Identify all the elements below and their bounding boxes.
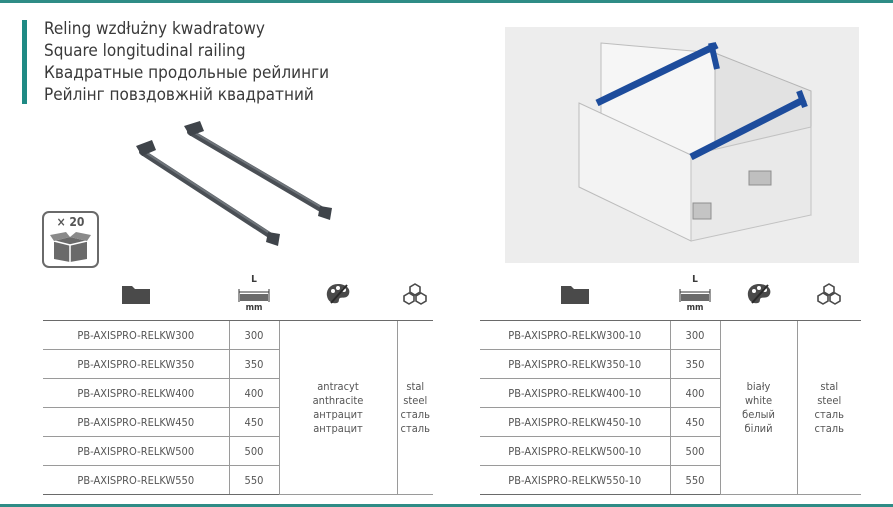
header-code: [480, 268, 670, 321]
length-unit: mm: [686, 303, 704, 313]
table-row: [43, 321, 433, 350]
color-en: white: [744, 393, 773, 407]
title-ukrainian: Рейлінг повздовжній квадратний: [44, 85, 314, 105]
color-cell: [720, 321, 797, 495]
color-en: anthracite: [312, 393, 364, 407]
header-color: [279, 268, 397, 321]
product-length: 450: [670, 408, 720, 437]
box-icon: [50, 231, 91, 263]
product-code: PB-AXISPRO-RELKW550-10: [480, 466, 670, 495]
header-code: [43, 268, 229, 321]
product-code: PB-AXISPRO-RELKW300: [43, 321, 229, 350]
palette-icon: [746, 282, 772, 306]
title-accent-bar: [22, 20, 27, 104]
material-ua: сталь: [814, 421, 844, 435]
product-length: 350: [670, 350, 720, 379]
color-cell: [279, 321, 397, 495]
cubes-icon: [402, 282, 428, 306]
product-code: PB-AXISPRO-RELKW450: [43, 408, 229, 437]
drawer-photo: [505, 27, 859, 263]
top-accent-line: [0, 0, 893, 3]
material-en: steel: [403, 393, 428, 407]
material-en: steel: [817, 393, 842, 407]
spec-table-white: [480, 268, 861, 495]
title-russian: Квадратные продольные рейлинги: [44, 63, 330, 83]
product-code: PB-AXISPRO-RELKW550: [43, 466, 229, 495]
length-letter: L: [692, 274, 698, 285]
product-code: PB-AXISPRO-RELKW400-10: [480, 379, 670, 408]
product-length: 300: [670, 321, 720, 350]
palette-icon: [325, 282, 351, 306]
product-length: 550: [229, 466, 279, 495]
product-code: PB-AXISPRO-RELKW350: [43, 350, 229, 379]
product-length: 500: [229, 437, 279, 466]
product-length: 550: [670, 466, 720, 495]
color-pl: biały: [746, 379, 771, 393]
length-icon: [238, 289, 270, 303]
folder-icon: [560, 283, 590, 305]
title-english: Square longitudinal railing: [44, 41, 246, 61]
header-length: [670, 268, 720, 321]
spec-table-anthracite: [43, 268, 433, 495]
color-pl: antracyt: [317, 379, 359, 393]
material-cell: [797, 321, 861, 495]
table-header-row: [480, 268, 861, 321]
header-material: [397, 268, 433, 321]
color-ua: антрацит: [313, 421, 363, 435]
material-pl: stal: [406, 379, 425, 393]
product-code: PB-AXISPRO-RELKW500-10: [480, 437, 670, 466]
cubes-icon: [816, 282, 842, 306]
length-letter: L: [251, 274, 257, 285]
material-ua: сталь: [400, 421, 430, 435]
product-code: PB-AXISPRO-RELKW400: [43, 379, 229, 408]
title-polish: Reling wzdłużny kwadratowy: [44, 19, 265, 39]
header-length: [229, 268, 279, 321]
package-quantity-badge: [42, 211, 99, 268]
material-pl: stal: [820, 379, 839, 393]
folder-icon: [121, 283, 151, 305]
header-color: [720, 268, 797, 321]
material-cell: [397, 321, 433, 495]
header-material: [797, 268, 861, 321]
product-length: 350: [229, 350, 279, 379]
color-ua: білий: [744, 421, 773, 435]
package-quantity: × 20: [56, 215, 85, 229]
length-unit: mm: [245, 303, 263, 313]
product-title-block: [44, 18, 329, 106]
table-header-row: [43, 268, 433, 321]
color-ru: белый: [742, 407, 775, 421]
product-code: PB-AXISPRO-RELKW300-10: [480, 321, 670, 350]
table-row: [480, 321, 861, 350]
railing-product-image: [128, 120, 338, 250]
product-length: 400: [670, 379, 720, 408]
product-length: 500: [670, 437, 720, 466]
length-icon: [679, 289, 711, 303]
material-ru: сталь: [814, 407, 844, 421]
product-code: PB-AXISPRO-RELKW500: [43, 437, 229, 466]
product-length: 400: [229, 379, 279, 408]
color-ru: антрацит: [313, 407, 363, 421]
product-length: 450: [229, 408, 279, 437]
product-length: 300: [229, 321, 279, 350]
product-code: PB-AXISPRO-RELKW350-10: [480, 350, 670, 379]
material-ru: сталь: [400, 407, 430, 421]
product-code: PB-AXISPRO-RELKW450-10: [480, 408, 670, 437]
